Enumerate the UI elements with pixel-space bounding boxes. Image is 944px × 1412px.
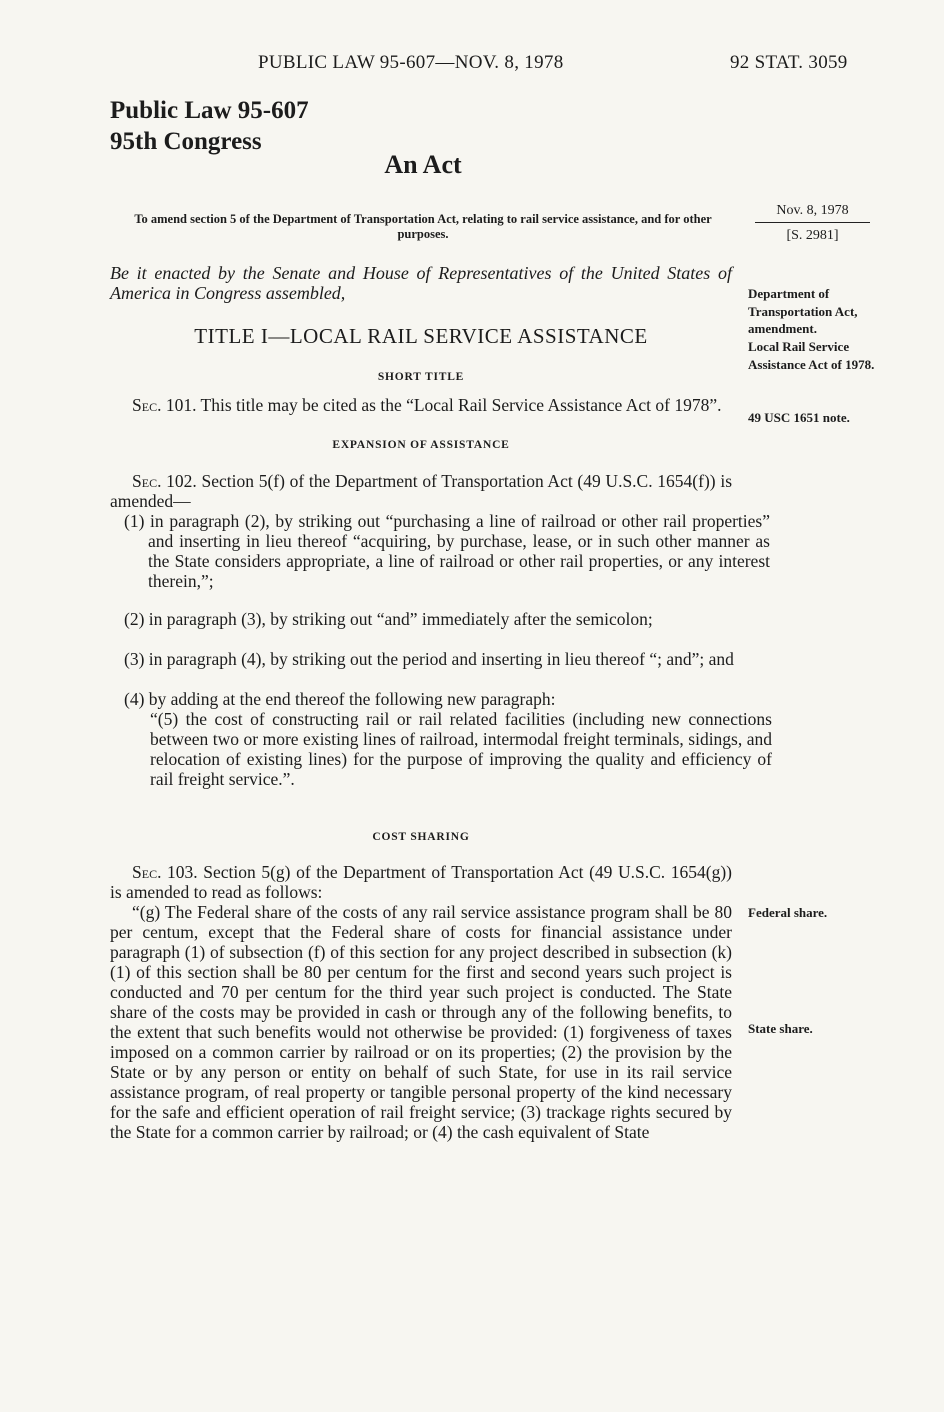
enacting-clause: Be it enacted by the Senate and House of Representatives of the United States of America in Congress assembled, [110, 263, 732, 303]
section-103-body: “(g) The Federal share of the costs of any rail service assistance program shall be 80 per centum, except that the Federal share of costs for financial assistance under paragraph (1) of subsection (f) of this section for any project described in subsection (k)(1) of this section shall be 80 per centum for the first and second years such project is conducted and 70 per centum for the third year such project is conducted. The State share of the costs may be provided in cash or through any of the following benefits, to the extent that such benefits would not otherwise be provided: (1) forgiveness of taxes imposed on a common carrier by railroad or on its properties; (2) the provision by the State or by any person or entity on behalf of such State, for use in its rail service assistance program, of real property or tangible personal property of the kind necessary for the safe and efficient operation of rail freight service; (3) trackage rights secured by the State for a common carrier by railroad; or (4) the cash equivalent of State [110, 902, 732, 1142]
cost-sharing-heading: COST SHARING [372, 831, 470, 843]
statute-page-ref: 92 STAT. 3059 [730, 52, 848, 73]
section-101-label: Sec. 101. [132, 395, 197, 415]
amendment-item-4: (4) by adding at the end thereof the following new paragraph: [124, 689, 556, 709]
section-101 [110, 395, 732, 415]
public-law-number: Public Law 95-607 [110, 97, 309, 124]
margin-note-usc: 49 USC 1651 note. [748, 410, 850, 425]
margin-note-short-title: Local Rail Service Assistance Act of 1978. [748, 339, 875, 372]
section-103-text: Section 5(g) of the Department of Transportation Act (49 U.S.C. 1654(g)) is amended to read as follows: [110, 862, 732, 902]
act-heading: An Act [384, 150, 462, 179]
section-103-label: Sec. 103. [132, 862, 198, 882]
purpose-clause: To amend section 5 of the Department of Transportation Act, relating to rail service assistance, and for other purposes. [134, 212, 712, 241]
margin-note-state-share: State share. [748, 1021, 813, 1036]
section-102-label: Sec. 102. [132, 471, 197, 491]
running-title: PUBLIC LAW 95-607—NOV. 8, 1978 [258, 52, 564, 73]
margin-note-federal-share: Federal share. [748, 905, 828, 920]
new-paragraph-5-quote: “(5) the cost of constructing rail or rail related facilities (including new connections between two or more existing lines of railroad, intermodal freight terminals, sidings, and relocation of existing lines) for the purpose of improving the quality and efficiency of rail freight service.”. [150, 709, 772, 789]
amendment-item-3: (3) in paragraph (4), by striking out the period and inserting in lieu thereof “; and”; and [124, 649, 734, 669]
section-102 [110, 471, 732, 511]
bill-number: [S. 2981] [786, 228, 839, 243]
amendment-item-2: (2) in paragraph (3), by striking out “and” immediately after the semicolon; [124, 609, 653, 629]
section-102-text: Section 5(f) of the Department of Transportation Act (49 U.S.C. 1654(f)) is amended— [110, 471, 732, 511]
expansion-heading: EXPANSION OF ASSISTANCE [332, 439, 510, 451]
section-103 [110, 862, 732, 902]
margin-note-dot-act: Department of Transportation Act, amendment. [748, 286, 858, 337]
section-101-text: This title may be cited as the “Local Rail Service Assistance Act of 1978”. [200, 395, 722, 415]
enactment-date: Nov. 8, 1978 [755, 203, 870, 223]
short-title-heading: SHORT TITLE [377, 371, 465, 383]
congress-label: 95th Congress [110, 128, 262, 155]
enactment-date-box [755, 203, 870, 244]
amendment-item-1: (1) in paragraph (2), by striking out “purchasing a line of railroad or other rail properties” and inserting in lieu thereof “acquiring, by purchase, lease, or in such other manner as the State considers appropriate, a line of railroad or other rail properties, or any interest therein,”; [124, 511, 770, 591]
title-heading: TITLE I—LOCAL RAIL SERVICE ASSISTANCE [194, 324, 648, 348]
